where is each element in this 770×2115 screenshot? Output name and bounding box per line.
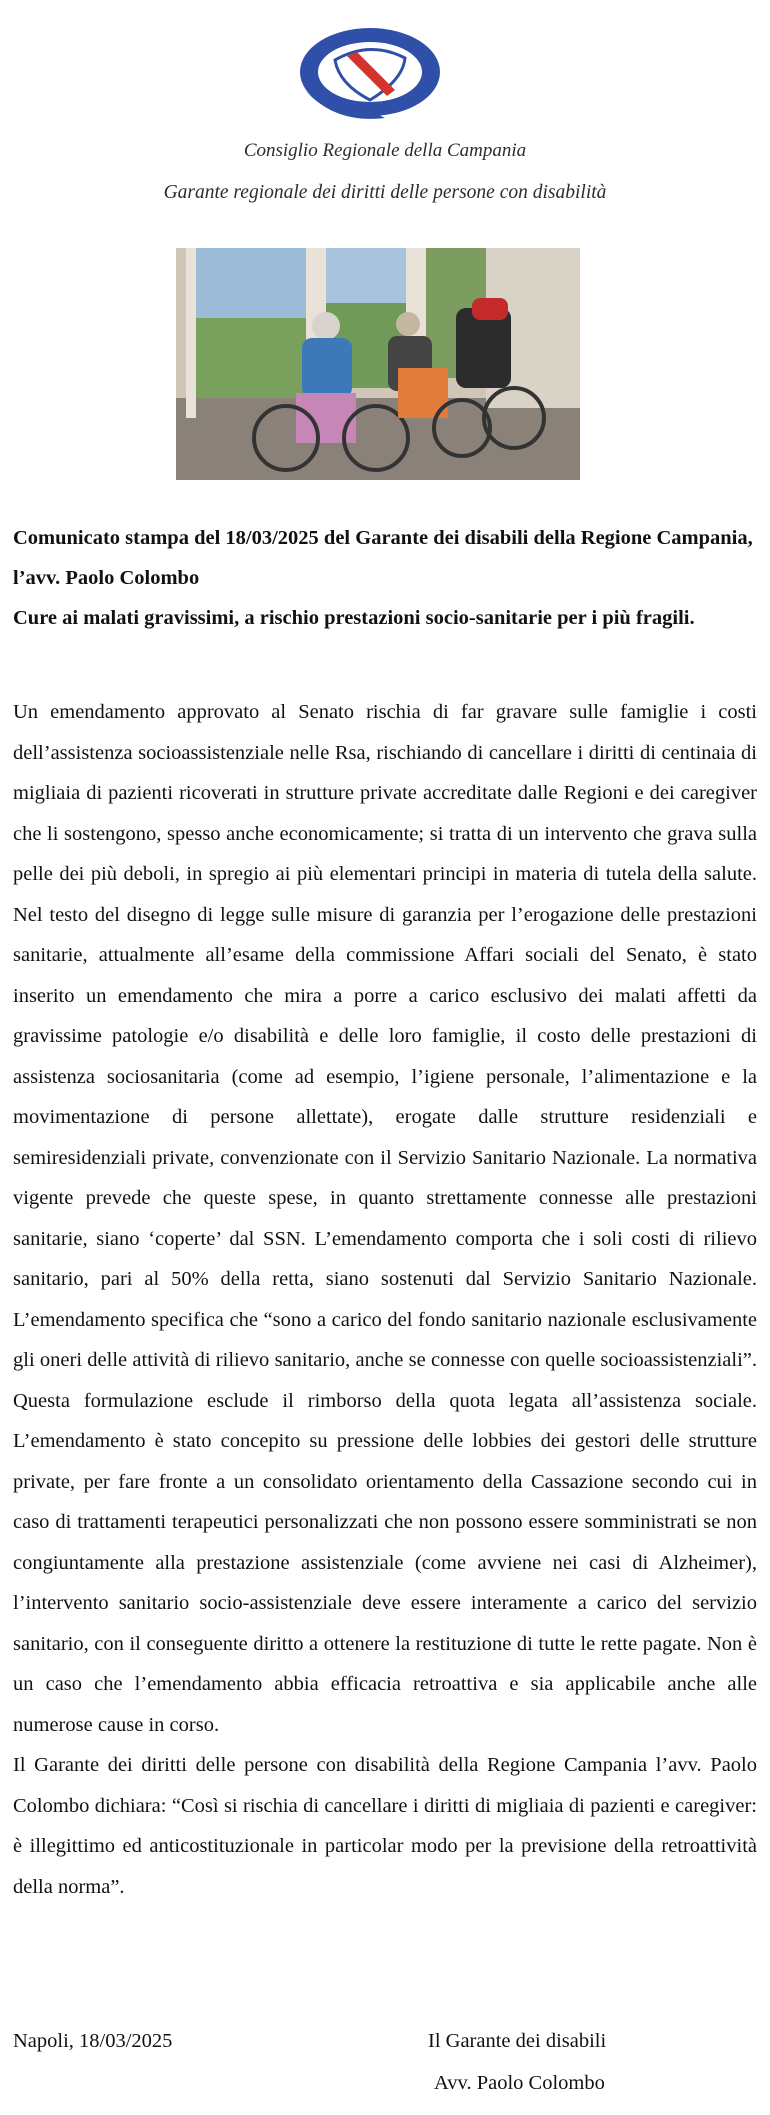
signature-name: Avv. Paolo Colombo — [434, 2072, 605, 2094]
body-paragraph: Il Garante dei diritti delle persone con disabilità della Regione Campania l’avv. Paolo Colombo dichiara: “Così si rischia di cancellare i diritti di migliaia di pazienti e caregiver: è illegittimo ed anticostituzionale in particolar modo per la previsione della retroattività della norma”. — [13, 1754, 757, 1898]
campania-region-logo-icon — [295, 20, 445, 130]
signature-title: Il Garante dei disabili — [428, 2030, 607, 2052]
org-name: Consiglio Regionale della Campania — [243, 140, 527, 161]
press-release-body — [13, 692, 757, 1907]
press-release-heading: Comunicato stampa del 18/03/2025 del Garante dei disabili della Regione Campania, l’avv. Paolo Colombo — [13, 527, 753, 589]
org-subtitle: Garante regionale dei diritti delle persone con disabilità — [163, 182, 607, 203]
body-paragraph: Un emendamento approvato al Senato rischia di far gravare sulle famiglie i costi dell’assistenza socioassistenziale nelle Rsa, rischiando di cancellare i diritti di centinaia di migliaia di pazienti ricoverati in strutture private accreditate dalle Regioni e dei caregiver che li sostengono, spesso anche economicamente; si tratta di un intervento che grava sulla pelle dei più deboli, in spregio ai più elementari principi in materia di tutela della salute. Nel testo del disegno di legge sulle misure di garanzia per l’erogazione delle prestazioni sanitarie, attualmente all’esame della commissione Affari sociali del Senato, è stato inserito un emendamento che mira a porre a carico esclusivo dei malati affetti da gravissime patologie e/o disabilità e delle loro famiglie, il costo delle prestazioni di assistenza sociosanitaria (come ad esempio, l’igiene personale, l’alimentazione e la movimentazione di persone allettate), erogate dalle strutture residenziali e semiresidenziali private, convenzionate con il Servizio Sanitario Nazionale. La normativa vigente prevede che queste spese, in quanto strettamente connesse alle prestazioni sanitarie, siano ‘coperte’ dal SSN. L’emendamento comporta che i soli costi di rilievo sanitario, pari al 50% della retta, siano sostenuti dal Servizio Sanitario Nazionale. L’emendamento specifica che “sono a carico del fondo sanitario nazionale esclusivamente gli oneri delle attività di rilievo sanitario, anche se connesse con quelle socioassistenziali”. Questa formulazione esclude il rimborso della quota legata all’assistenza sociale. L’emendamento è stato concepito su pressione delle lobbies dei gestori delle strutture private, per fare fronte a un consolidato orientamento della Cassazione secondo cui in caso di trattamenti terapeutici personalizzati che non possono essere somministrati se non congiuntamente alla prestazione assistenziale (come avviene nei casi di Alzheimer), l’intervento sanitario socio-assistenziale deve essere interamente a carico del servizio sanitario, con il conseguente diritto a ottenere la restituzione di tutte le rette pagate. Non è un caso che l’emendamento abbia efficacia retroattiva e sia applicabile anche alle numerose cause in corso. — [13, 701, 757, 1736]
place-date: Napoli, 18/03/2025 — [13, 2030, 173, 2052]
elderly-in-wheelchairs-photo-icon — [176, 248, 580, 480]
press-release-subheading: Cure ai malati gravissimi, a rischio prestazioni socio-sanitarie per i più fragili. — [13, 607, 695, 629]
